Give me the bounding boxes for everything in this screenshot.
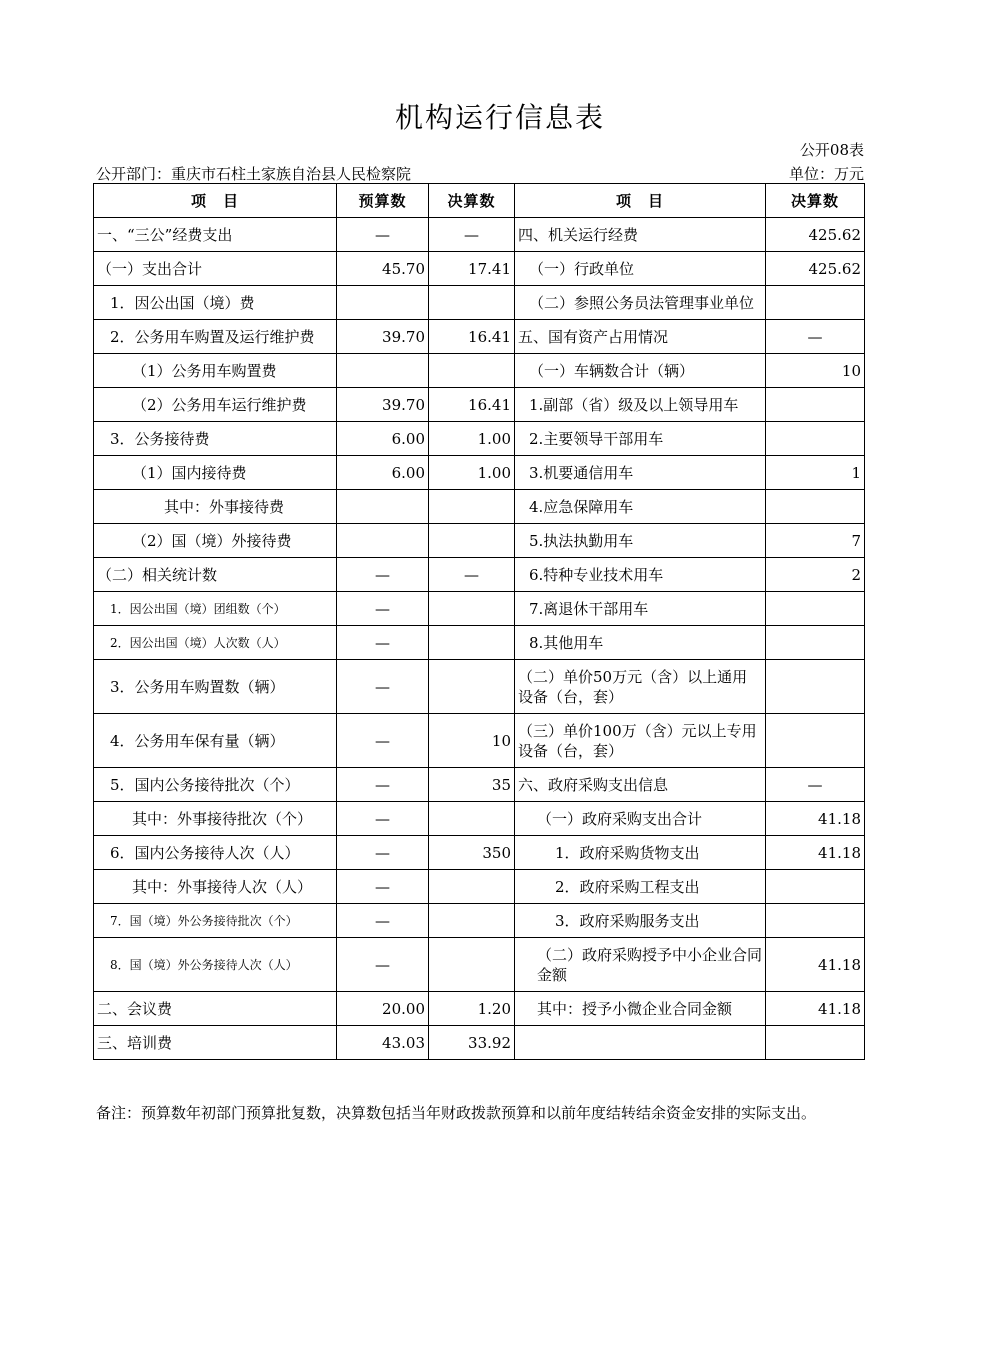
table-row [94,660,865,714]
row-final-value: — [429,218,515,252]
row-item-label-right: 7.离退休干部用车 [515,592,766,626]
row-final-value [429,870,515,904]
row-budget-value: 45.70 [337,252,429,286]
row-budget-value: — [337,836,429,870]
page-title: 机构运行信息表 [394,101,605,134]
row-final-value-right [766,388,865,422]
row-item-label: （1）公务用车购置费 [94,354,337,388]
row-item-label-right: 6.特种专业技术用车 [515,558,766,592]
table-row [94,870,865,904]
row-final-value: — [429,558,515,592]
row-item-label: （2）国（境）外接待费 [94,524,337,558]
row-final-value: 1.00 [429,422,515,456]
row-final-value [429,592,515,626]
row-final-value-right: 1 [766,456,865,490]
row-budget-value: 39.70 [337,320,429,354]
row-final-value [429,286,515,320]
header-item: 项 目 [94,184,337,218]
table-header-row [94,184,865,218]
unit-label: 单位：万元 [788,165,864,183]
operation-info-table [93,183,865,1060]
table-note: 备注：预算数年初部门预算批复数，决算数包括当年财政拨款预算和以前年度结转结余资金安排的实际支出。 [96,1104,817,1122]
row-item-label: （二）相关统计数 [94,558,337,592]
table-row [94,558,865,592]
header-final-right: 决算数 [766,184,865,218]
row-final-value-right: — [766,320,865,354]
row-final-value: 10 [429,714,515,768]
table-row [94,714,865,768]
row-final-value-right: 10 [766,354,865,388]
row-item-label-right: （一）政府采购支出合计 [515,802,766,836]
row-item-label: 3．公务用车购置数（辆） [94,660,337,714]
row-item-label: 其中：外事接待批次（个） [94,802,337,836]
header-final: 决算数 [429,184,515,218]
department-label: 公开部门：重庆市石柱土家族自治县人民检察院 [96,165,412,183]
row-final-value: 350 [429,836,515,870]
row-item-label: 一、“三公”经费支出 [94,218,337,252]
row-budget-value: 20.00 [337,992,429,1026]
row-budget-value: — [337,626,429,660]
row-final-value [429,938,515,992]
row-final-value-right: 7 [766,524,865,558]
table-row [94,592,865,626]
row-item-label-right: 3.机要通信用车 [515,456,766,490]
row-final-value: 16.41 [429,320,515,354]
row-item-label: 其中：外事接待人次（人） [94,870,337,904]
row-budget-value [337,524,429,558]
row-final-value-right [766,904,865,938]
table-row [94,904,865,938]
row-final-value-right: — [766,768,865,802]
row-final-value [429,802,515,836]
row-item-label: 2．公务用车购置及运行维护费 [94,320,337,354]
row-item-label: 2．因公出国（境）人次数（人） [94,626,337,660]
row-item-label-right: 六、政府采购支出信息 [515,768,766,802]
row-item-label-right: 五、国有资产占用情况 [515,320,766,354]
row-final-value-right: 425.62 [766,218,865,252]
row-budget-value: — [337,714,429,768]
row-item-label-right: 1.副部（省）级及以上领导用车 [515,388,766,422]
header-budget: 预算数 [337,184,429,218]
row-item-label-right: 5.执法执勤用车 [515,524,766,558]
row-item-label-right: 8.其他用车 [515,626,766,660]
row-final-value-right [766,870,865,904]
row-final-value-right [766,490,865,524]
table-row [94,354,865,388]
row-item-label: （1）国内接待费 [94,456,337,490]
row-final-value [429,904,515,938]
row-budget-value: — [337,660,429,714]
table-row [94,1026,865,1060]
row-item-label: 7．国（境）外公务接待批次（个） [94,904,337,938]
row-item-label-right: （二）政府采购授予中小企业合同金额 [515,938,766,992]
row-item-label-right: 其中：授予小微企业合同金额 [515,992,766,1026]
table-row [94,456,865,490]
row-item-label: 其中：外事接待费 [94,490,337,524]
row-final-value-right [766,626,865,660]
row-budget-value: 6.00 [337,422,429,456]
row-item-label-right: （一）车辆数合计（辆） [515,354,766,388]
row-item-label: 1．因公出国（境）团组数（个） [94,592,337,626]
row-budget-value: 39.70 [337,388,429,422]
row-final-value: 35 [429,768,515,802]
table-row [94,836,865,870]
table-row [94,768,865,802]
row-item-label-right: 1．政府采购货物支出 [515,836,766,870]
form-number: 公开08表 [799,141,864,159]
row-item-label-right: （一）行政单位 [515,252,766,286]
table-row [94,490,865,524]
row-budget-value [337,286,429,320]
table-row [94,218,865,252]
row-item-label-right: （三）单价100万（含）元以上专用设备（台，套） [515,714,766,768]
row-final-value-right [766,286,865,320]
row-final-value-right [766,592,865,626]
row-item-label: 1．因公出国（境）费 [94,286,337,320]
row-budget-value: 6.00 [337,456,429,490]
row-item-label: （2）公务用车运行维护费 [94,388,337,422]
row-final-value: 33.92 [429,1026,515,1060]
row-final-value-right [766,714,865,768]
row-final-value: 1.00 [429,456,515,490]
row-item-label-right: 2．政府采购工程支出 [515,870,766,904]
row-item-label: 6．国内公务接待人次（人） [94,836,337,870]
table-row [94,422,865,456]
row-item-label: （一）支出合计 [94,252,337,286]
table-row [94,252,865,286]
row-item-label-right: （二）参照公务员法管理事业单位 [515,286,766,320]
row-final-value [429,626,515,660]
row-final-value-right: 2 [766,558,865,592]
table-row [94,938,865,992]
table-row [94,286,865,320]
row-budget-value: — [337,218,429,252]
table-row [94,802,865,836]
row-budget-value: — [337,938,429,992]
row-budget-value: 43.03 [337,1026,429,1060]
row-budget-value: — [337,802,429,836]
row-budget-value [337,354,429,388]
row-final-value-right [766,660,865,714]
row-item-label: 4．公务用车保有量（辆） [94,714,337,768]
row-final-value [429,490,515,524]
row-final-value-right: 41.18 [766,938,865,992]
row-final-value [429,524,515,558]
row-final-value: 17.41 [429,252,515,286]
row-budget-value [337,490,429,524]
row-final-value-right: 425.62 [766,252,865,286]
row-budget-value: — [337,904,429,938]
row-budget-value: — [337,592,429,626]
row-item-label: 8．国（境）外公务接待人次（人） [94,938,337,992]
row-item-label-right: 2.主要领导干部用车 [515,422,766,456]
row-final-value [429,354,515,388]
row-item-label-right: 3．政府采购服务支出 [515,904,766,938]
row-final-value-right: 41.18 [766,992,865,1026]
row-budget-value: — [337,870,429,904]
row-budget-value: — [337,558,429,592]
row-final-value-right: 41.18 [766,802,865,836]
row-final-value: 16.41 [429,388,515,422]
row-final-value-right [766,422,865,456]
row-item-label: 三、培训费 [94,1026,337,1060]
row-item-label-right: 四、机关运行经费 [515,218,766,252]
row-final-value: 1.20 [429,992,515,1026]
header-item-right: 项 目 [515,184,766,218]
row-final-value-right [766,1026,865,1060]
table-row [94,320,865,354]
row-item-label-right: 4.应急保障用车 [515,490,766,524]
row-item-label: 3．公务接待费 [94,422,337,456]
row-budget-value: — [337,768,429,802]
row-final-value-right: 41.18 [766,836,865,870]
table-row [94,992,865,1026]
table-row [94,626,865,660]
row-item-label: 5．国内公务接待批次（个） [94,768,337,802]
table-row [94,388,865,422]
row-item-label-right: （二）单价50万元（含）以上通用设备（台，套） [515,660,766,714]
row-item-label-right [515,1026,766,1060]
row-item-label: 二、会议费 [94,992,337,1026]
table-row [94,524,865,558]
row-final-value [429,660,515,714]
